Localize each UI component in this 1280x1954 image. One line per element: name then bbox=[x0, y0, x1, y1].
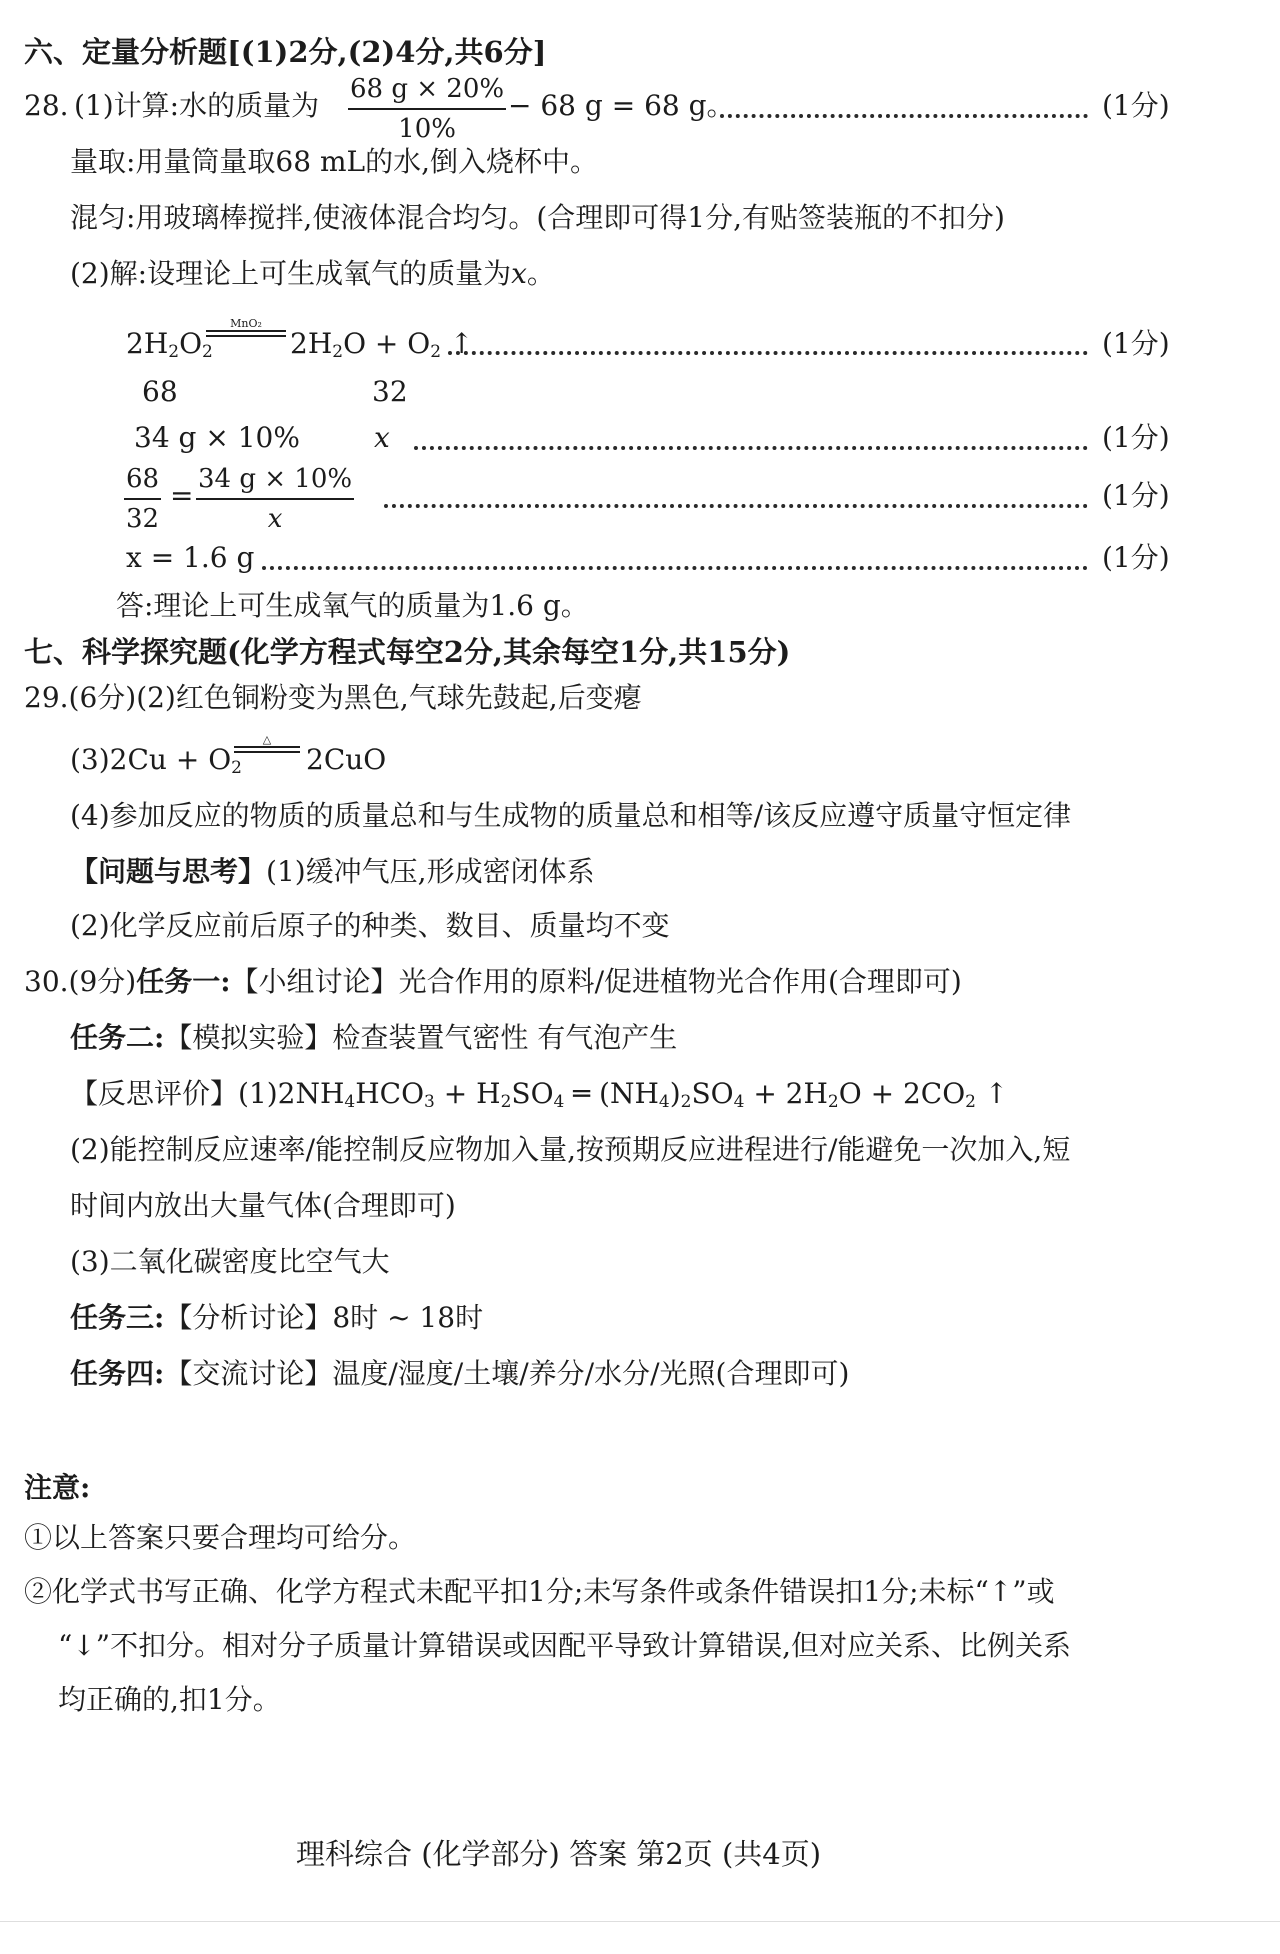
note-1: ①以上答案只要合理均可给分。 bbox=[24, 1521, 417, 1554]
q28-part1-suffix: − 68 g = 68 g。 bbox=[508, 89, 735, 122]
relative-mass-left: 68 bbox=[142, 375, 178, 408]
score-leader-dots bbox=[720, 114, 1088, 118]
bottom-rule bbox=[0, 1921, 1280, 1922]
q28-mix-line: 混匀:用玻璃棒搅拌,使液体混合均匀。(合理即可得1分,有贴签装瓶的不扣分) bbox=[70, 201, 1005, 234]
actual-mass-left: 34 g × 10% bbox=[134, 421, 300, 454]
score-leader-dots bbox=[448, 351, 1088, 355]
heat-symbol: △ bbox=[262, 733, 272, 746]
q30-reflect3-line: (3)二氧化碳密度比空气大 bbox=[70, 1245, 390, 1278]
q30-reflect2-line-a: (2)能控制反应速率/能控制反应物加入量,按预期反应进程进行/能避免一次加入,短 bbox=[70, 1133, 1071, 1166]
q29-line-3: (4)参加反应的物质的质量总和与生成物的质量总和相等/该反应遵守质量守恒定律 bbox=[70, 799, 1072, 832]
q29-think-line-2: (2)化学反应前后原子的种类、数目、质量均不变 bbox=[70, 909, 670, 942]
score-label: (1分) bbox=[1102, 541, 1170, 574]
ratio-equals: = bbox=[170, 479, 194, 512]
actual-mass-right: x bbox=[374, 421, 390, 454]
fraction-numerator: 68 bbox=[126, 464, 160, 494]
section-6-title: 六、定量分析题[(1)2分,(2)4分,共6分] bbox=[24, 35, 547, 69]
q29-equation-right: 2CuO bbox=[306, 743, 387, 776]
fraction-denominator: x bbox=[196, 498, 354, 532]
notes-title: 注意: bbox=[24, 1471, 91, 1504]
q28-part2-intro: (2)解:设理论上可生成氧气的质量为x。 bbox=[70, 257, 555, 290]
result-line: x = 1.6 g bbox=[126, 541, 255, 574]
score-label: (1分) bbox=[1102, 479, 1170, 512]
note-2-line-a: ②化学式书写正确、化学方程式未配平扣1分;未写条件或条件错误扣1分;未标“↑”或 bbox=[24, 1575, 1055, 1608]
fraction-denominator: 32 bbox=[124, 498, 161, 532]
q29-line-1: 29.(6分)(2)红色铜粉变为黑色,气球先鼓起,后变瘪 bbox=[24, 681, 642, 714]
q29-think-line-1: 【问题与思考】(1)缓冲气压,形成密闭体系 bbox=[70, 855, 595, 888]
q28-number: 28. bbox=[24, 89, 69, 122]
fraction-denominator: 10% bbox=[348, 108, 506, 142]
ratio-right-fraction bbox=[196, 466, 354, 532]
q30-reflect2-line-b: 时间内放出大量气体(合理即可) bbox=[70, 1189, 456, 1222]
think-label: 【问题与思考】 bbox=[70, 855, 267, 888]
q28-answer: 答:理论上可生成氧气的质量为1.6 g。 bbox=[116, 589, 589, 622]
equation-products: $2H_2O + O_2$ ↑ bbox=[290, 327, 474, 362]
note-2-line-c: 均正确的,扣1分。 bbox=[58, 1683, 281, 1716]
score-label: (1分) bbox=[1102, 421, 1170, 454]
ratio-left-fraction bbox=[124, 466, 161, 532]
score-label: (1分) bbox=[1102, 89, 1170, 122]
q30-reflect-equation: 【反思评价】$(1)2NH_4HCO_3 + H_2SO_4$ ═ $(NH_4)_2SO_4 + 2H_2O + 2CO_2$ ↑ bbox=[70, 1077, 1009, 1112]
q29-equation-left: $(3)2Cu + O_2$ bbox=[70, 743, 242, 778]
score-label: (1分) bbox=[1102, 327, 1170, 360]
q30-task1-line: 30.(9分)任务一:【小组讨论】光合作用的原料/促进植物光合作用(合理即可) bbox=[24, 965, 962, 998]
fraction-numerator: 34 g × 10% bbox=[198, 464, 353, 494]
fraction-numerator: 68 g × 20% bbox=[350, 74, 505, 104]
h2o2-reactant: $2H_2O_2$ bbox=[126, 327, 213, 362]
q28-water-fraction bbox=[348, 76, 506, 142]
q30-task4-line: 任务四:【交流讨论】温度/湿度/土壤/养分/水分/光照(合理即可) bbox=[70, 1357, 850, 1390]
catalyst-label: MnO₂ bbox=[230, 317, 262, 330]
q28-part1-prefix: (1)计算:水的质量为 bbox=[74, 89, 320, 122]
q28-measure-line: 量取:用量筒量取68 mL的水,倒入烧杯中。 bbox=[70, 145, 599, 178]
q30-task3-line: 任务三:【分析讨论】8时 ~ 18时 bbox=[70, 1301, 484, 1334]
score-leader-dots bbox=[262, 566, 1088, 570]
relative-mass-right: 32 bbox=[372, 375, 408, 408]
section-7-title: 七、科学探究题(化学方程式每空2分,其余每空1分,共15分) bbox=[24, 635, 791, 669]
score-leader-dots bbox=[414, 446, 1088, 450]
heat-condition-arrow bbox=[234, 734, 300, 753]
page-footer: 理科综合 (化学部分) 答案 第2页 (共4页) bbox=[296, 1837, 822, 1871]
catalyst-condition-arrow bbox=[206, 318, 286, 337]
note-2-line-b: “↓”不扣分。相对分子质量计算错误或因配平导致计算错误,但对应关系、比例关系 bbox=[58, 1629, 1071, 1662]
q30-task2-line: 任务二:【模拟实验】检查装置气密性 有气泡产生 bbox=[70, 1021, 678, 1054]
score-leader-dots bbox=[384, 504, 1088, 508]
